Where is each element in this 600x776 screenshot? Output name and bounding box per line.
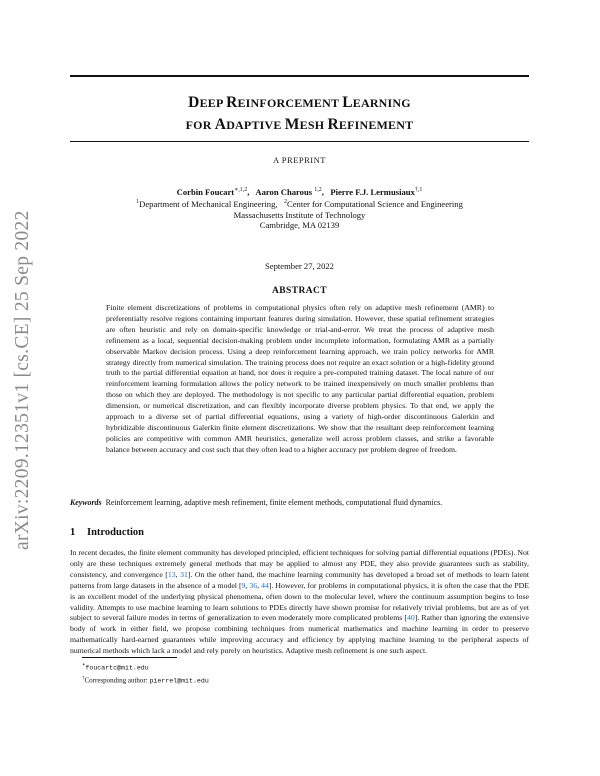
intro-text: ,	[257, 580, 262, 590]
citation-link[interactable]: 40	[406, 613, 415, 623]
citation-link[interactable]: 9	[241, 580, 246, 590]
title-initial: L	[342, 94, 353, 111]
author-names: Corbin Foucart$^{∗,1,2}$, Aaron Charous $^{1,2}$, Pierre F.J. Lermusiaux$^{\dagger,1}$	[176, 186, 423, 197]
intro-text: ]. On the other hand, the machine learning community has developed a broad set of methods to learn latent patterns from large datasets in the absence of a model [	[70, 569, 530, 590]
footnote-mark: ∗	[82, 663, 86, 668]
author-block	[70, 185, 529, 231]
intro-paragraph	[70, 548, 529, 657]
preprint-label: A PREPRINT	[273, 155, 326, 165]
author-name: Pierre F.J. Lermusiaux	[330, 186, 415, 197]
footnote-rule	[82, 657, 177, 658]
title-word: ESH	[299, 118, 328, 132]
city: Cambridge, MA 02139	[259, 220, 340, 231]
title-word: EFINEMENT	[338, 118, 414, 132]
title-word: EINFORCEMENT	[237, 96, 343, 110]
affiliation: Department of Mechanical Engineering,	[139, 199, 278, 210]
intro-text: ]. Rather than ignoring the extensive body of work in either field, we propose combining techniques from numerical mathematics and machine learning in order to preserve mathematically hard-earned guarantees while improving accuracy and efficiency by applying machine learning to the peripheral aspects of numerical methods which lack a model and rely purely on heuristics. Adaptive mesh refinement is one such aspect.	[70, 613, 529, 656]
title-line-2	[70, 114, 529, 136]
affiliations	[70, 197, 529, 209]
affiliation-mark: 2	[283, 199, 287, 206]
affiliation-mark: 1	[136, 199, 140, 206]
keywords-label: Keywords	[70, 498, 102, 507]
footnotes	[82, 660, 482, 687]
author-marks: ∗,1,2	[234, 187, 248, 193]
title-word: FOR	[185, 118, 215, 132]
intro-text: ]. However, for problems in computational physics, it is often the case that the PDE is an excellent model of the underlying physical phenomena, often down to the molecular level, where the continuum assumption begins to lose validity. Attempts to use machine learning to learn solutions to PDEs directly have shown promise for relatively trivial problems, but are as of yet subject to several failure modes in terms of generalization to even moderately more complicated problems [	[70, 580, 530, 623]
intro-text: ,	[245, 580, 250, 590]
intro-text: ,	[175, 569, 181, 579]
arxiv-stamp: arXiv:2209.12351v1 [cs.CE] 25 Sep 2022	[12, 210, 33, 550]
section-heading	[70, 527, 144, 538]
abstract-heading: ABSTRACT	[272, 286, 327, 296]
footnote-2	[82, 673, 482, 686]
author-name: Corbin Foucart	[176, 186, 235, 197]
footnote-email[interactable]: pierrel@mit.edu	[149, 677, 209, 685]
title-initial: R	[327, 116, 339, 133]
footnote-1	[82, 660, 482, 673]
title-initial: D	[188, 94, 200, 111]
institution: Massachusetts Institute of Technology	[233, 209, 366, 220]
title-bottom-rule	[70, 141, 529, 142]
title-initial: A	[214, 116, 227, 133]
citation-link[interactable]: 44	[261, 580, 269, 590]
footnote-mark: †	[82, 676, 85, 682]
section-number: 1	[70, 527, 76, 538]
intro-text: In recent decades, the finite element community has developed principled, efficient techniques for solving partial differential equations (PDEs). Not only are these techniques extremely general methods that may be applied to almost any PDE, they also provide guarantees such as stability, consistency, and convergence [	[70, 548, 529, 579]
author-name: Aaron Charous	[255, 186, 313, 197]
citation-link[interactable]: 13	[167, 569, 176, 579]
footnote-email[interactable]: foucartc@mit.edu	[85, 664, 149, 672]
footnote-label: Corresponding author:	[84, 676, 150, 685]
keywords-text: Reinforcement learning, adaptive mesh refinement, finite element methods, computational fluid dynamics.	[105, 498, 443, 507]
author-marks: †,1	[414, 187, 423, 193]
section-title: Introduction	[87, 527, 144, 538]
title-word: EARNING	[352, 96, 411, 110]
title-top-rule	[70, 75, 529, 77]
keywords	[70, 498, 529, 508]
title-word: DAPTIVE	[226, 118, 285, 132]
citation-link[interactable]: 31	[180, 569, 188, 579]
abstract-text: Finite element discretizations of problems in computational physics often rely on adaptive mesh refinement (AMR) to preferentially resolve regions containing important features during simulation. However, these spatial refinement strategies are often heuristic and rely on domain-specific knowledge or trial-and-error. We treat the process of adaptive mesh refinement as a local, sequential decision-making problem under incomplete information, formulating AMR as a partially observable Markov decision process. Using a deep reinforcement learning approach, we train policy networks for AMR strategy directly from numerical simulation. The training process does not require an exact solution or a high-fidelity ground truth to the partial differential equation at hand, nor does it require a pre-computed training dataset. The local nature of our reinforcement learning formulation allows the policy network to be trained inexpensively on much smaller problems than those on which they are deployed. The methodology is not specific to any particular partial differential equation, problem dimension, or numerical discretization, and can flexibly incorporate diverse problem physics. To that end, we apply the approach to a diverse set of partial differential equations, using a variety of high-order discontinuous Galerkin and hybridizable discontinuous Galerkin finite element discretizations. We show that the resultant deep reinforcement learning policies are competitive with common AMR heuristics, generalize well across problem classes, and strike a favorable balance between accuracy and cost such that they often lead to a higher accuracy per problem degree of freedom.	[106, 303, 494, 454]
title-initial: R	[226, 94, 238, 111]
paper-date: September 27, 2022	[265, 261, 334, 271]
title-word: EEP	[199, 96, 227, 110]
title-initial: M	[284, 116, 300, 133]
affiliation: Center for Computational Science and Engineering	[286, 199, 463, 210]
title-line-1	[70, 92, 529, 114]
paper-title	[70, 92, 529, 136]
author-marks: 1,2	[314, 187, 322, 193]
citation-link[interactable]: 36	[249, 580, 258, 590]
